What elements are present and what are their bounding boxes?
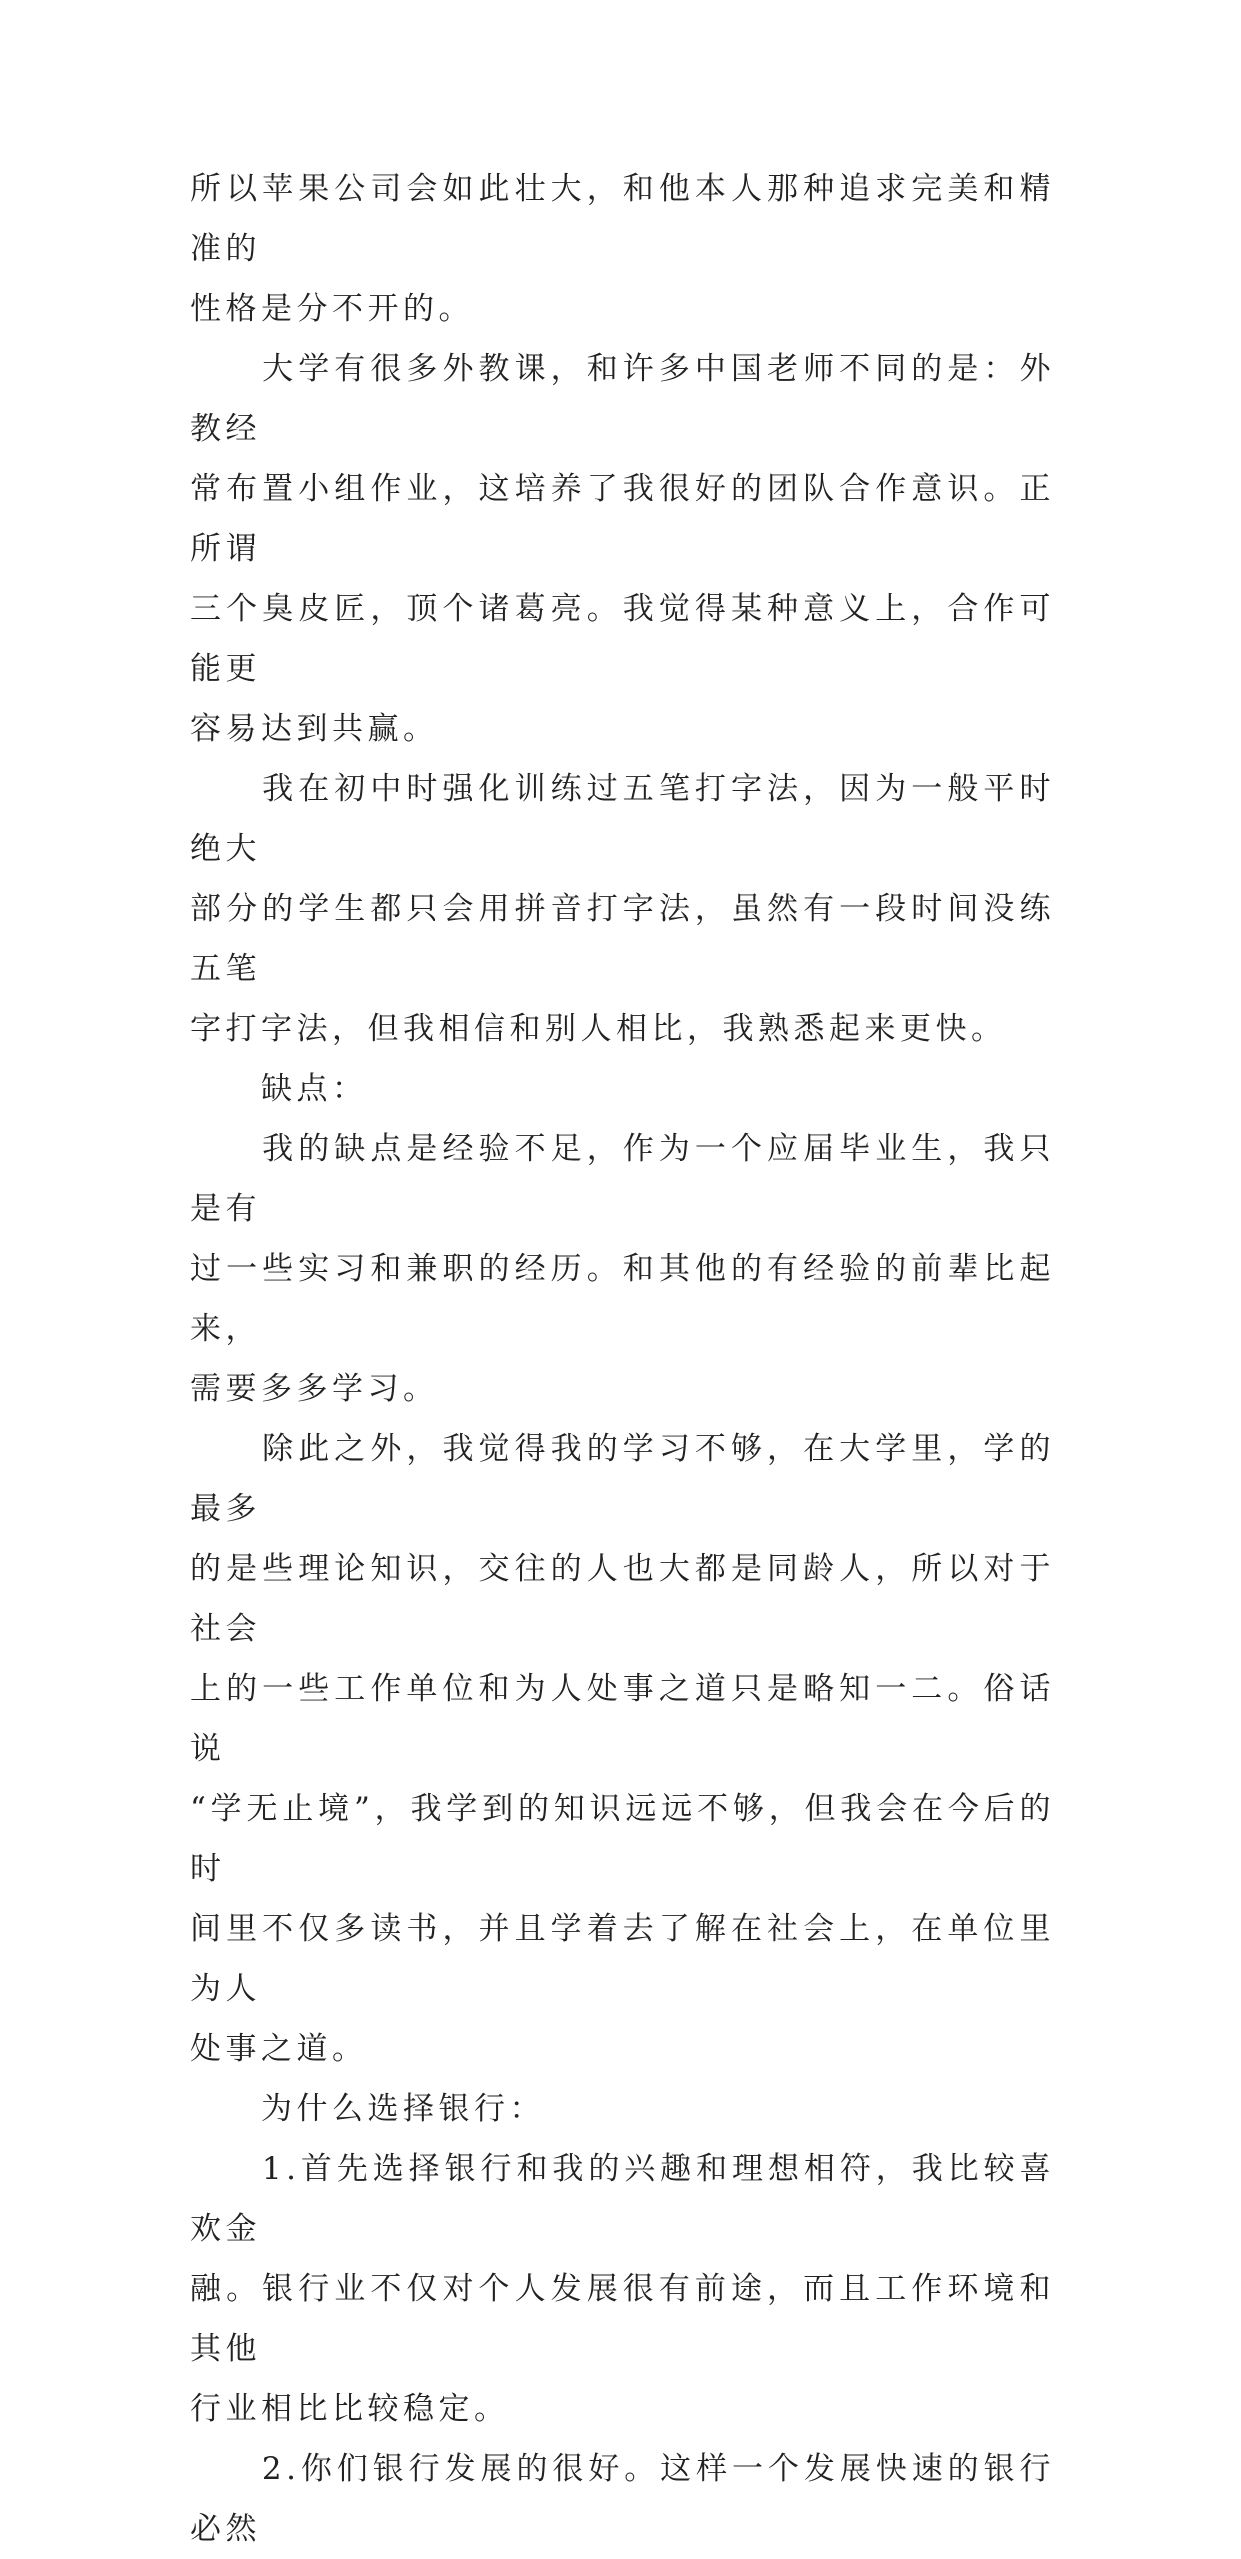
paragraph-reason-one: 1.首先选择银行和我的兴趣和理想相符，我比较喜欢金 融。银行业不仅对个人发展很有前途，而且工作环境和其他 行业相比比较稳定。	[190, 2151, 1055, 2427]
paragraph-teamwork: 大学有很多外教课，和许多中国老师不同的是：外教经 常布置小组作业，这培养了我很好的团队合作意识。正所谓 三个臭皮匠，顶个诸葛亮。我觉得某种意义上，合作可能更 容易达到共赢。	[190, 351, 1055, 747]
paragraph-reason-two: 2.你们银行发展的很好。这样一个发展快速的银行必然	[190, 2451, 1055, 2547]
paragraph-insufficient-learning: 除此之外，我觉得我的学习不够，在大学里，学的最多 的是些理论知识，交往的人也大都是同龄人，所以对于社会 上的一些工作单位和为人处事之道只是略知一二。俗话说 “学无止境”，我学到的知识远远不够，但我会在今后的时 间里不仅多读书，并且学着去了解在社会上，在单位里为人 处事之道。	[190, 1431, 1055, 2067]
paragraph-apple-company: 所以苹果公司会如此壮大，和他本人那种追求完美和精准的 性格是分不开的。	[190, 171, 1055, 327]
heading-weaknesses: 缺点：	[190, 1071, 368, 1107]
paragraph-typing-skill: 我在初中时强化训练过五笔打字法，因为一般平时绝大 部分的学生都只会用拼音打字法，虽然有一段时间没练五笔 字打字法，但我相信和别人相比，我熟悉起来更快。	[190, 771, 1055, 1047]
paragraph-lack-experience: 我的缺点是经验不足，作为一个应届毕业生，我只是有 过一些实习和兼职的经历。和其他的有经验的前辈比起来， 需要多多学习。	[190, 1131, 1055, 1407]
document-body	[190, 159, 1055, 2559]
heading-why-bank: 为什么选择银行：	[190, 2091, 545, 2127]
